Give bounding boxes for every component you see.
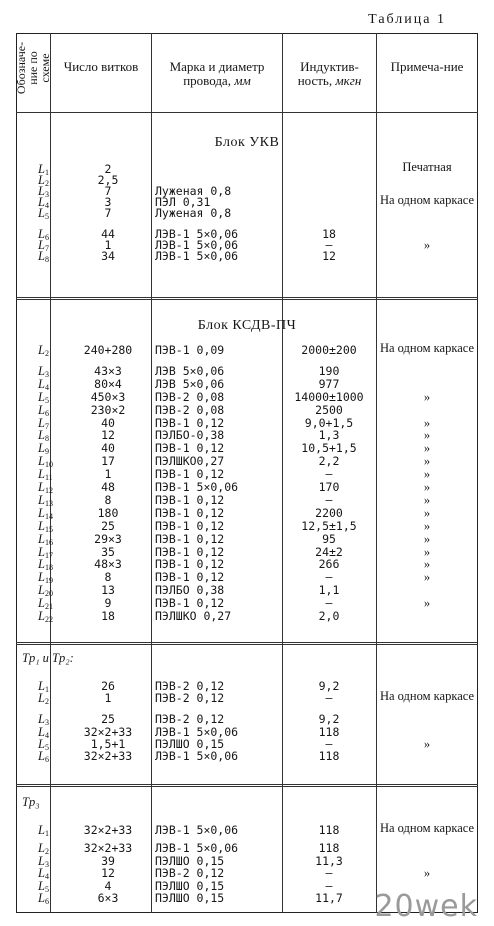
coil-label: $L_1$ bbox=[38, 162, 49, 177]
inductance-cell: 1,3 bbox=[318, 428, 340, 443]
coil-label: $L_{11}$ bbox=[38, 467, 53, 483]
wire-cell: Луженая 0,8 bbox=[155, 206, 232, 220]
wire-cell: ПЭВ-2 0,08 bbox=[155, 389, 225, 404]
inductance-cell: — bbox=[325, 238, 333, 252]
coil-label: $L_{20}$ bbox=[38, 583, 53, 599]
inductance-cell: 14000±1000 bbox=[294, 389, 364, 404]
wire-cell: ПЭЛШКО0,27 bbox=[155, 454, 225, 469]
wire-cell: ПЭВ-1 0,12 bbox=[155, 492, 225, 507]
coil-label: $L_5$ bbox=[38, 878, 49, 894]
wire-cell: ПЭВ-1 0,12 bbox=[155, 557, 225, 572]
note-cell: » bbox=[423, 518, 431, 533]
note-cell: На одном каркасе bbox=[379, 341, 475, 355]
turns-cell: 40 bbox=[101, 441, 115, 456]
inductance-cell: 12,5±1,5 bbox=[301, 518, 357, 533]
turns-cell: 240+280 bbox=[83, 343, 133, 357]
wire-cell: Луженая 0,8 bbox=[155, 184, 232, 198]
coil-label: $L_4$ bbox=[38, 724, 49, 740]
section-title-vhf: Блок УКВ bbox=[214, 135, 280, 150]
wire-cell: ПЭЛШО 0,15 bbox=[155, 853, 225, 868]
note-cell: » bbox=[423, 480, 431, 494]
turns-cell: 3 bbox=[104, 195, 112, 209]
turns-cell: 8 bbox=[104, 492, 112, 507]
wire-cell: ПЭЛБО-0,38 bbox=[155, 428, 225, 443]
wire-cell: ПЭВ-1 0,12 bbox=[155, 518, 225, 533]
header-rule bbox=[16, 112, 478, 113]
coil-label: $L_1$ bbox=[38, 679, 49, 694]
wire-cell: ЛЭВ-1 5×0,06 bbox=[155, 841, 239, 856]
turns-cell: 2 bbox=[104, 162, 112, 176]
inductance-cell: 118 bbox=[318, 823, 340, 837]
header-turns: Число витков bbox=[63, 59, 139, 74]
inductance-cell: 118 bbox=[318, 724, 340, 739]
inductance-cell: 10,5+1,5 bbox=[301, 441, 357, 456]
col-divider bbox=[376, 33, 377, 913]
wire-cell: ПЭВ-1 0,12 bbox=[155, 596, 225, 611]
turns-cell: 32×2+33 bbox=[83, 841, 133, 856]
wire-cell: ПЭЛШО 0,15 bbox=[155, 878, 225, 893]
inductance-cell: 95 bbox=[322, 531, 336, 546]
turns-cell: 34 bbox=[101, 249, 115, 263]
wire-cell: ПЭЛШКО 0,27 bbox=[155, 609, 232, 623]
wire-cell: ПЭВ-1 0,12 bbox=[155, 415, 225, 430]
coil-label: $L_8$ bbox=[38, 249, 49, 264]
wire-cell: ПЭВ-2 0,12 bbox=[155, 679, 225, 693]
note-cell: » bbox=[423, 531, 431, 546]
coil-label: $L_6$ bbox=[38, 749, 49, 764]
turns-cell: 2,5 bbox=[97, 173, 119, 187]
note-cell: » bbox=[423, 415, 431, 430]
inductance-cell: — bbox=[325, 866, 333, 881]
inductance-cell: — bbox=[325, 492, 333, 507]
inductance-cell: 9,2 bbox=[318, 712, 340, 727]
wire-cell: ПЭВ-2 0,12 bbox=[155, 866, 225, 881]
wire-cell: ПЭЛ 0,31 bbox=[155, 195, 211, 209]
turns-cell: 7 bbox=[104, 184, 112, 198]
inductance-cell: 2200 bbox=[315, 505, 343, 520]
turns-cell: 6×3 bbox=[97, 891, 119, 905]
coil-label: $L_3$ bbox=[38, 712, 49, 728]
inductance-cell: 2,0 bbox=[318, 609, 340, 623]
coil-label: $L_4$ bbox=[38, 866, 49, 882]
turns-cell: 17 bbox=[101, 454, 115, 469]
inductance-cell: 2500 bbox=[315, 402, 343, 417]
note-cell: » bbox=[423, 238, 431, 252]
turns-cell: 44 bbox=[101, 227, 115, 241]
inductance-cell: 977 bbox=[318, 376, 340, 391]
inductance-cell: 11,7 bbox=[315, 891, 343, 905]
turns-cell: 35 bbox=[101, 544, 115, 559]
wire-cell: ЛЭВ-1 5×0,06 bbox=[155, 238, 239, 252]
inductance-cell: 190 bbox=[318, 363, 340, 378]
wire-cell: ПЭВ-1 0,12 bbox=[155, 531, 225, 546]
coil-label: $L_{10}$ bbox=[38, 454, 53, 470]
group-label: Tр₃ bbox=[22, 795, 40, 809]
note-cell: » bbox=[423, 467, 431, 482]
coil-label: $L_8$ bbox=[38, 428, 49, 444]
wire-cell: ПЭЛШО 0,15 bbox=[155, 891, 225, 905]
wire-cell: ЛЭВ-1 5×0,06 bbox=[155, 749, 239, 763]
turns-cell: 32×2+33 bbox=[83, 823, 133, 837]
coil-label: $L_9$ bbox=[38, 441, 49, 457]
note-cell: » bbox=[423, 596, 431, 611]
note-cell: » bbox=[423, 570, 431, 585]
coil-label: $L_5$ bbox=[38, 389, 49, 405]
inductance-cell: 170 bbox=[318, 480, 340, 494]
note-cell: На одном каркасе bbox=[379, 689, 475, 704]
turns-cell: 9 bbox=[104, 596, 112, 611]
turns-cell: 230×2 bbox=[90, 402, 126, 417]
inductance-cell: 11,3 bbox=[315, 853, 343, 868]
inductance-cell: 24±2 bbox=[315, 544, 343, 559]
turns-cell: 32×2+33 bbox=[83, 724, 133, 739]
turns-cell: 48×3 bbox=[94, 557, 122, 572]
inductance-cell: 2,2 bbox=[318, 454, 340, 469]
coil-label: $L_3$ bbox=[38, 853, 49, 869]
coil-label: $L_1$ bbox=[38, 823, 49, 838]
col-divider bbox=[151, 33, 152, 913]
inductance-cell: 2000±200 bbox=[301, 343, 357, 357]
inductance-cell: 266 bbox=[318, 557, 340, 572]
inductance-cell: 118 bbox=[318, 841, 340, 856]
header-note: Примеча-ние bbox=[390, 59, 464, 74]
note-cell: » bbox=[423, 866, 431, 881]
wire-cell: ПЭВ-2 0,12 bbox=[155, 691, 225, 706]
wire-cell: ПЭЛБО 0,38 bbox=[155, 583, 225, 598]
coil-label: $L_{14}$ bbox=[38, 505, 53, 521]
coil-label: $L_6$ bbox=[38, 402, 49, 418]
inductance-cell: 118 bbox=[318, 749, 340, 763]
coil-label: $L_2$ bbox=[38, 343, 49, 358]
note-cell: На одном каркасе bbox=[379, 193, 475, 207]
header-symbol: Обозначе- ние по схеме bbox=[14, 41, 52, 95]
turns-cell: 1 bbox=[104, 691, 112, 706]
turns-cell: 32×2+33 bbox=[83, 749, 133, 763]
turns-cell: 180 bbox=[97, 505, 119, 520]
turns-cell: 25 bbox=[101, 518, 115, 533]
note-cell: » bbox=[423, 454, 431, 469]
coil-label: $L_5$ bbox=[38, 736, 49, 752]
inductance-cell: — bbox=[325, 570, 333, 585]
turns-cell: 40 bbox=[101, 415, 115, 430]
coil-label: $L_{16}$ bbox=[38, 531, 53, 547]
coil-label: $L_2$ bbox=[38, 841, 49, 857]
section-title-ksdv: Блок КСДВ-ПЧ bbox=[197, 318, 297, 333]
turns-cell: 13 bbox=[101, 583, 115, 598]
note-cell: » bbox=[423, 428, 431, 443]
coil-label: $L_6$ bbox=[38, 891, 49, 906]
note-cell: » bbox=[423, 389, 431, 404]
section-rule bbox=[16, 297, 478, 300]
note-cell: » bbox=[423, 557, 431, 572]
inductance-cell: 12 bbox=[322, 249, 336, 263]
wire-cell: ПЭВ-1 5×0,06 bbox=[155, 480, 239, 494]
wire-cell: ПЭВ-1 0,12 bbox=[155, 467, 225, 482]
turns-cell: 48 bbox=[101, 480, 115, 494]
watermark: 20wek bbox=[374, 889, 478, 924]
note-cell: » bbox=[423, 736, 431, 751]
note-cell: » bbox=[423, 492, 431, 507]
note-cell: Печатная bbox=[402, 160, 452, 174]
wire-cell: ЛЭВ-1 5×0,06 bbox=[155, 249, 239, 263]
wire-cell: ЛЭВ 5×0,06 bbox=[155, 363, 225, 378]
coil-label: $L_{17}$ bbox=[38, 544, 53, 560]
coil-label: $L_7$ bbox=[38, 238, 49, 253]
wire-cell: ЛЭВ-1 5×0,06 bbox=[155, 823, 239, 837]
turns-cell: 1 bbox=[104, 238, 112, 252]
inductance-cell: 18 bbox=[322, 227, 336, 241]
wire-cell: ЛЭВ 5×0,06 bbox=[155, 376, 225, 391]
coil-label: $L_{13}$ bbox=[38, 492, 53, 508]
turns-cell: 80×4 bbox=[94, 376, 122, 391]
note-cell: » bbox=[423, 441, 431, 456]
inductance-cell: — bbox=[325, 691, 333, 706]
turns-cell: 25 bbox=[101, 712, 115, 727]
coil-label: $L_{19}$ bbox=[38, 570, 53, 586]
coil-label: $L_{18}$ bbox=[38, 557, 53, 573]
turns-cell: 7 bbox=[104, 206, 112, 220]
wire-cell: ПЭВ-1 0,12 bbox=[155, 505, 225, 520]
wire-cell: ЛЭВ-1 5×0,06 bbox=[155, 724, 239, 739]
note-cell: » bbox=[423, 505, 431, 520]
inductance-cell: — bbox=[325, 878, 333, 893]
turns-cell: 18 bbox=[101, 609, 115, 623]
coil-label: $L_3$ bbox=[38, 363, 49, 379]
turns-cell: 26 bbox=[101, 679, 115, 693]
coil-label: $L_{15}$ bbox=[38, 518, 53, 534]
coil-label: $L_5$ bbox=[38, 206, 49, 221]
header-wire: Марка и диаметр провода, мм bbox=[169, 59, 265, 88]
turns-cell: 8 bbox=[104, 570, 112, 585]
wire-cell: ЛЭВ-1 5×0,06 bbox=[155, 227, 239, 241]
turns-cell: 12 bbox=[101, 428, 115, 443]
wire-cell: ПЭВ-1 0,09 bbox=[155, 343, 225, 357]
turns-cell: 1 bbox=[104, 467, 112, 482]
turns-cell: 4 bbox=[104, 878, 112, 893]
wire-cell: ПЭЛШО 0,15 bbox=[155, 736, 225, 751]
wire-cell: ПЭВ-2 0,12 bbox=[155, 712, 225, 727]
wire-cell: ПЭВ-2 0,08 bbox=[155, 402, 225, 417]
coil-label: $L_7$ bbox=[38, 415, 49, 431]
group-label: Tр₁ и Tр₂: bbox=[22, 651, 74, 665]
inductance-cell: — bbox=[325, 467, 333, 482]
col-divider bbox=[282, 33, 283, 913]
coil-label: $L_2$ bbox=[38, 691, 49, 707]
turns-cell: 39 bbox=[101, 853, 115, 868]
inductance-cell: 9,2 bbox=[318, 679, 340, 693]
turns-cell: 1,5+1 bbox=[90, 736, 126, 751]
inductance-cell: 1,1 bbox=[318, 583, 340, 598]
inductance-cell: — bbox=[325, 736, 333, 751]
table-number: Таблица 1 bbox=[368, 12, 446, 27]
turns-cell: 450×3 bbox=[90, 389, 126, 404]
wire-cell: ПЭВ-1 0,12 bbox=[155, 570, 225, 585]
coil-label: $L_6$ bbox=[38, 227, 49, 242]
turns-cell: 29×3 bbox=[94, 531, 122, 546]
header-inductance: Индуктив-ность, мкгн bbox=[297, 59, 362, 88]
coil-label: $L_{22}$ bbox=[38, 609, 53, 624]
note-cell: » bbox=[423, 544, 431, 559]
coil-label: $L_{12}$ bbox=[38, 480, 53, 495]
turns-cell: 12 bbox=[101, 866, 115, 881]
coil-label: $L_{21}$ bbox=[38, 596, 53, 612]
coil-label: $L_3$ bbox=[38, 184, 49, 199]
section-rule bbox=[16, 642, 478, 645]
inductance-cell: 9,0+1,5 bbox=[304, 415, 354, 430]
wire-cell: ПЭВ-1 0,12 bbox=[155, 441, 225, 456]
section-rule bbox=[16, 784, 478, 787]
note-cell: На одном каркасе bbox=[379, 821, 475, 835]
coil-label: $L_4$ bbox=[38, 195, 49, 210]
inductance-cell: — bbox=[325, 596, 333, 611]
coil-label: $L_4$ bbox=[38, 376, 49, 392]
wire-cell: ПЭВ-1 0,12 bbox=[155, 544, 225, 559]
turns-cell: 43×3 bbox=[94, 363, 122, 378]
coil-label: $L_2$ bbox=[38, 173, 49, 188]
